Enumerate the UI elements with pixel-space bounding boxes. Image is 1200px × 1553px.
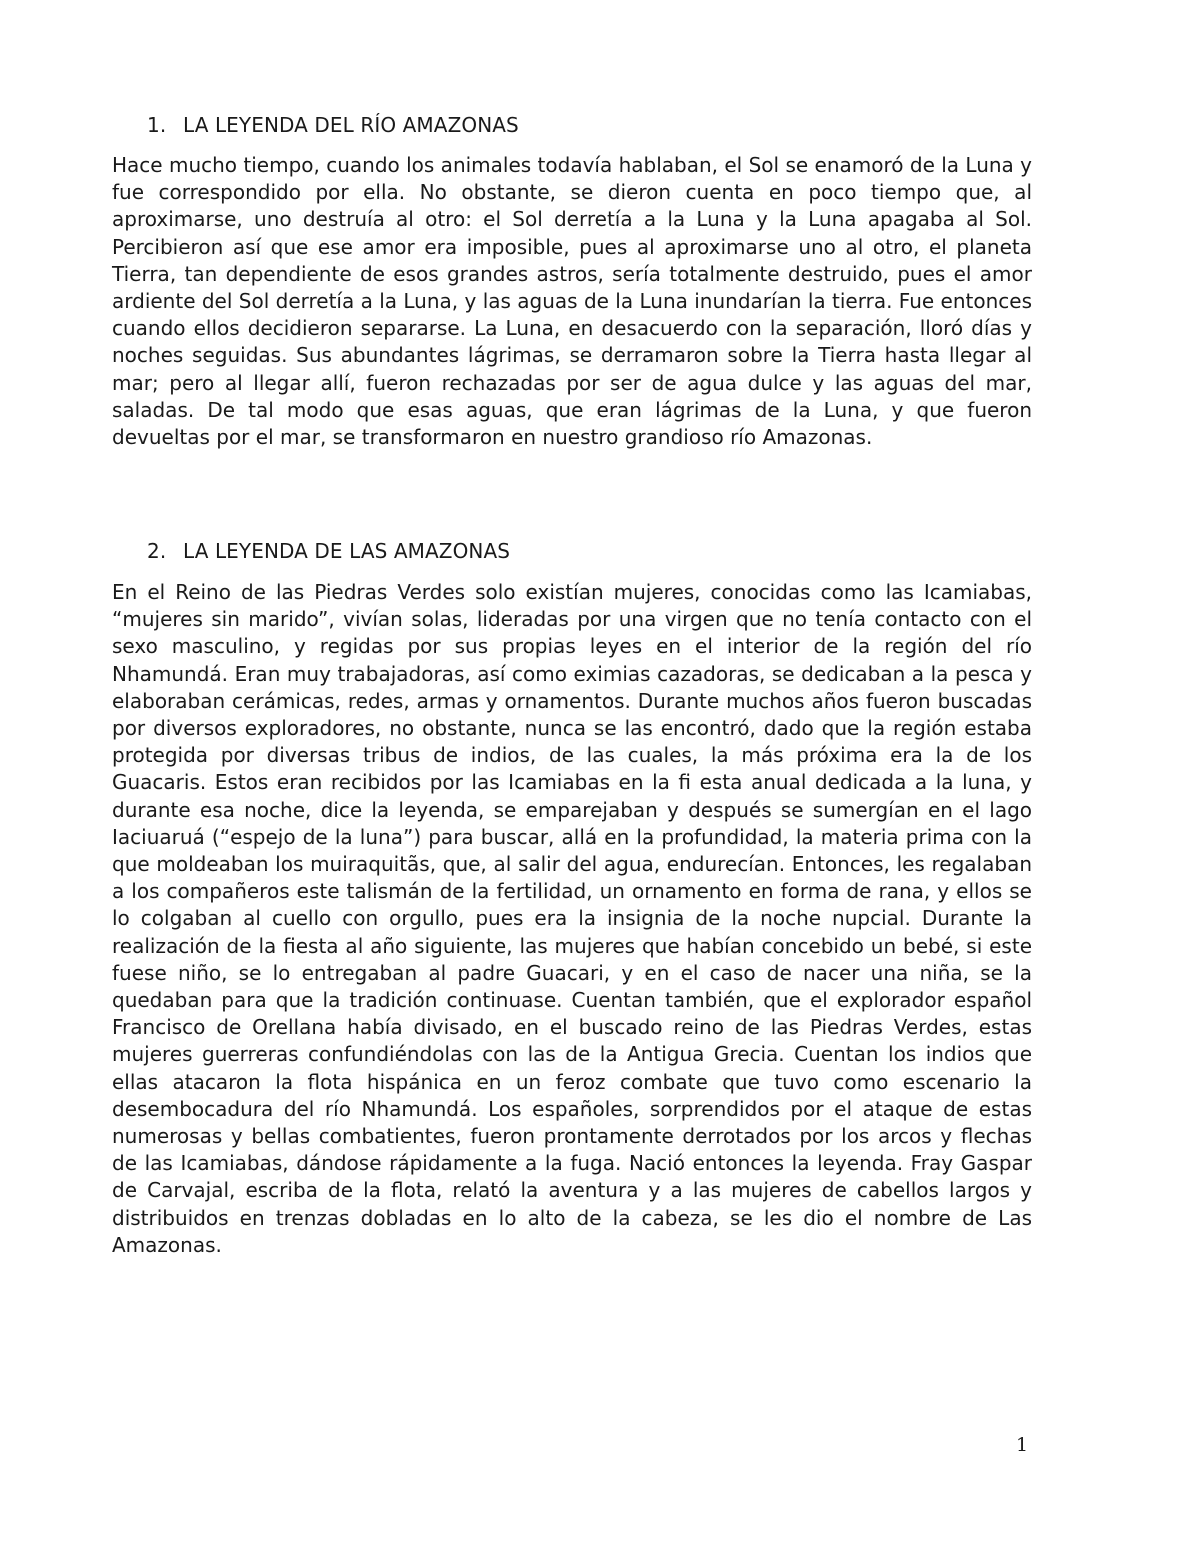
section-2-number: 2. [147, 539, 167, 563]
section-2-heading [147, 539, 510, 563]
section-1-title: LA LEYENDA DEL RÍO AMAZONAS [183, 113, 519, 137]
section-1-number: 1. [147, 113, 167, 137]
section-1-paragraph: Hace mucho tiempo, cuando los animales todavía hablaban, el Sol se enamoró de la Luna y fue correspondido por ella. No obstante, se dieron cuenta en poco tiempo que, al aproximarse, uno destruía al otro: el Sol derretía a la Luna y la Luna apagaba al Sol. Percibieron así que ese amor era imposible, pues al aproximarse uno al otro, el planeta Tierra, tan dependiente de esos grandes astros, sería totalmente destruido, pues el amor ardiente del Sol derretía a la Luna, y las aguas de la Luna inundarían la tierra. Fue entonces cuando ellos decidieron separarse. La Luna, en desacuerdo con la separación, lloró días y noches seguidas. Sus abundantes lágrimas, se derramaron sobre la Tierra hasta llegar al mar; pero al llegar allí, fueron rechazadas por ser de agua dulce y las aguas del mar, saladas. De tal modo que esas aguas, que eran lágrimas de la Luna, y que fueron devueltas por el mar, se transformaron en nuestro grandioso río Amazonas. [112, 153, 1032, 450]
section-2-paragraph: En el Reino de las Piedras Verdes solo existían mujeres, conocidas como las Icamiabas, “mujeres sin marido”, vivían solas, lideradas por una virgen que no tenía contacto con el sexo masculino, y regidas por sus propias leyes en el interior de la región del río Nhamundá. Eran muy trabajadoras, así como eximias cazadoras, se dedicaban a la pesca y elaboraban cerámicas, redes, armas y ornamentos. Durante muchos años fueron buscadas por diversos exploradores, no obstante, nunca se las encontró, dado que la región estaba protegida por diversas tribus de indios, de las cuales, la más próxima era la de los Guacaris. Estos eran recibidos por las Icamiabas en la fi esta anual dedicada a la luna, y durante esa noche, dice la leyenda, se emparejaban y después se sumergían en el lago Iaciuaruá (“espejo de la luna”) para buscar, allá en la profundidad, la materia prima con la que moldeaban los muiraquitãs, que, al salir del agua, endurecían. Entonces, les regalaban a los compañeros este talismán de la fertilidad, un ornamento en forma de rana, y ellos se lo colgaban al cuello con orgullo, pues era la insignia de la noche nupcial. Durante la realización de la fiesta al año siguiente, las mujeres que habían concebido un bebé, si este fuese niño, se lo entregaban al padre Guacari, y en el caso de nacer una niña, se la quedaban para que la tradición continuase. Cuentan también, que el explorador español Francisco de Orellana había divisado, en el buscado reino de las Piedras Verdes, estas mujeres guerreras confundiéndolas con las de la Antigua Grecia. Cuentan los indios que ellas atacaron la flota hispánica en un feroz combate que tuvo como escenario la desembocadura del río Nhamundá. Los españoles, sorprendidos por el ataque de estas numerosas y bellas combatientes, fueron prontamente derrotados por los arcos y flechas de las Icamiabas, dándose rápidamente a la fuga. Nació entonces la leyenda. Fray Gaspar de Carvajal, escriba de la flota, relató la aventura y a las mujeres de cabellos largos y distribuidos en trenzas dobladas en lo alto de la cabeza, se les dio el nombre de Las Amazonas. [112, 580, 1032, 1257]
section-2-title: LA LEYENDA DE LAS AMAZONAS [183, 539, 511, 563]
section-1-heading [147, 113, 519, 137]
page-number: 1 [1016, 1434, 1029, 1456]
